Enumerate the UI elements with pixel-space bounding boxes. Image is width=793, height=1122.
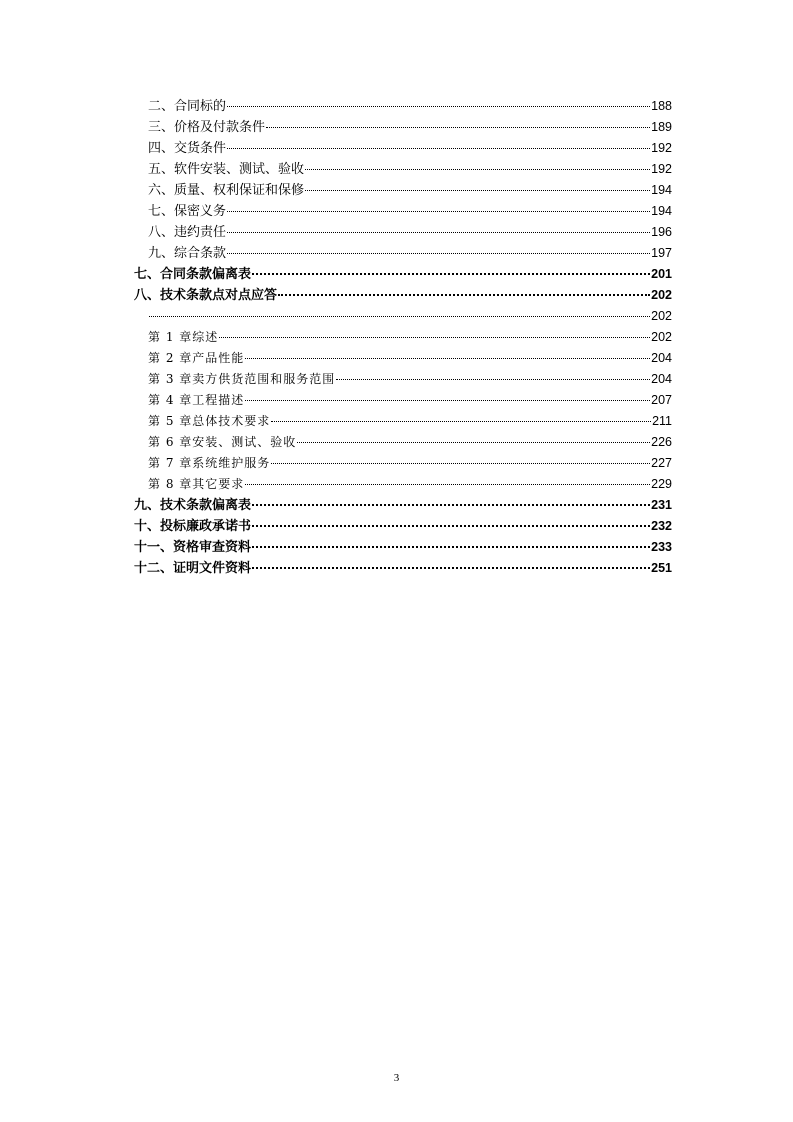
toc-entry-title: 第 6 章安装、测试、验收 xyxy=(148,435,297,449)
toc-entry-title: 第 4 章工程描述 xyxy=(148,393,245,407)
toc-entry-title: 三、价格及付款条件 xyxy=(148,120,266,135)
toc-entry[interactable] xyxy=(134,306,672,327)
toc-entry-title: 十一、资格审查资料 xyxy=(134,540,252,555)
toc-entry[interactable] xyxy=(134,411,672,432)
toc-leader-dots xyxy=(278,293,650,296)
toc-entry-page: 207 xyxy=(651,393,672,407)
toc-entry-page: 211 xyxy=(652,414,672,428)
toc-entry[interactable] xyxy=(134,474,672,495)
toc-entry-page: 194 xyxy=(651,183,672,197)
toc-leader-dots xyxy=(227,147,650,149)
toc-entry[interactable] xyxy=(134,495,672,516)
toc-entry-title: 六、质量、权利保证和保修 xyxy=(148,183,305,198)
toc-entry[interactable] xyxy=(134,516,672,537)
toc-leader-dots xyxy=(245,483,650,485)
toc-entry[interactable] xyxy=(134,348,672,369)
toc-entry-title: 二、合同标的 xyxy=(148,99,227,114)
toc-leader-dots xyxy=(219,336,650,338)
toc-leader-dots xyxy=(271,420,651,422)
toc-entry-title: 第 2 章产品性能 xyxy=(148,351,245,365)
toc-entry-page: 233 xyxy=(651,540,672,554)
toc-leader-dots xyxy=(252,566,650,569)
toc-entry-page: 251 xyxy=(651,561,672,575)
toc-entry[interactable] xyxy=(134,117,672,138)
toc-entry[interactable] xyxy=(134,285,672,306)
toc-entry[interactable] xyxy=(134,159,672,180)
toc-entry-title: 第 5 章总体技术要求 xyxy=(148,414,271,428)
toc-entry-page: 189 xyxy=(651,120,672,134)
toc-entry-page: 232 xyxy=(651,519,672,533)
toc-entry-page: 192 xyxy=(651,162,672,176)
toc-entry-title: 七、保密义务 xyxy=(148,204,227,219)
toc-entry-title: 第 8 章其它要求 xyxy=(148,477,245,491)
toc-leader-dots xyxy=(245,399,650,401)
toc-entry-title: 十、投标廉政承诺书 xyxy=(134,519,252,534)
table-of-contents xyxy=(134,96,672,579)
toc-entry-title: 九、技术条款偏离表 xyxy=(134,498,252,513)
toc-entry-title: 九、综合条款 xyxy=(148,246,227,261)
toc-entry-title: 七、合同条款偏离表 xyxy=(134,267,252,282)
toc-leader-dots xyxy=(252,503,650,506)
toc-entry-page: 204 xyxy=(651,372,672,386)
toc-entry-page: 197 xyxy=(651,246,672,260)
toc-entry[interactable] xyxy=(134,243,672,264)
toc-entry[interactable] xyxy=(134,369,672,390)
toc-entry-title: 八、技术条款点对点应答 xyxy=(134,288,278,303)
toc-leader-dots xyxy=(297,441,650,443)
toc-entry-page: 194 xyxy=(651,204,672,218)
toc-entry[interactable] xyxy=(134,537,672,558)
toc-entry-title: 第 3 章卖方供货范围和服务范围 xyxy=(148,372,336,386)
toc-entry-page: 227 xyxy=(651,456,672,470)
toc-leader-dots xyxy=(227,231,650,233)
toc-entry-page: 196 xyxy=(651,225,672,239)
toc-entry[interactable] xyxy=(134,96,672,117)
toc-entry[interactable] xyxy=(134,180,672,201)
toc-leader-dots xyxy=(245,357,650,359)
toc-entry-page: 201 xyxy=(651,267,672,281)
toc-entry-title: 第 1 章综述 xyxy=(148,330,219,344)
toc-entry-page: 192 xyxy=(651,141,672,155)
toc-entry-page: 231 xyxy=(651,498,672,512)
toc-entry[interactable] xyxy=(134,558,672,579)
toc-entry-page: 202 xyxy=(651,330,672,344)
toc-entry[interactable] xyxy=(134,201,672,222)
toc-entry[interactable] xyxy=(134,453,672,474)
toc-leader-dots xyxy=(227,210,650,212)
toc-leader-dots xyxy=(336,378,650,380)
toc-leader-dots xyxy=(252,272,650,275)
toc-entry[interactable] xyxy=(134,222,672,243)
toc-entry[interactable] xyxy=(134,138,672,159)
toc-entry[interactable] xyxy=(134,390,672,411)
toc-leader-dots xyxy=(149,315,650,317)
toc-leader-dots xyxy=(305,168,650,170)
toc-entry-page: 204 xyxy=(651,351,672,365)
page-number: 3 xyxy=(393,1072,400,1084)
toc-entry-page: 229 xyxy=(651,477,672,491)
toc-leader-dots xyxy=(227,252,650,254)
toc-entry-title: 十二、证明文件资料 xyxy=(134,561,252,576)
toc-leader-dots xyxy=(266,126,650,128)
toc-entry-page: 188 xyxy=(651,99,672,113)
toc-leader-dots xyxy=(227,105,650,107)
toc-leader-dots xyxy=(252,545,650,548)
toc-entry-title: 四、交货条件 xyxy=(148,141,227,156)
toc-entry-title: 第 7 章系统维护服务 xyxy=(148,456,271,470)
toc-entry-page: 202 xyxy=(651,309,672,323)
toc-entry-title: 五、软件安装、测试、验收 xyxy=(148,162,305,177)
toc-leader-dots xyxy=(305,189,650,191)
toc-entry[interactable] xyxy=(134,432,672,453)
toc-leader-dots xyxy=(271,462,650,464)
toc-entry-title: 八、违约责任 xyxy=(148,225,227,240)
toc-leader-dots xyxy=(252,524,650,527)
toc-entry-page: 226 xyxy=(651,435,672,449)
toc-entry[interactable] xyxy=(134,264,672,285)
toc-entry[interactable] xyxy=(134,327,672,348)
toc-entry-page: 202 xyxy=(651,288,672,302)
